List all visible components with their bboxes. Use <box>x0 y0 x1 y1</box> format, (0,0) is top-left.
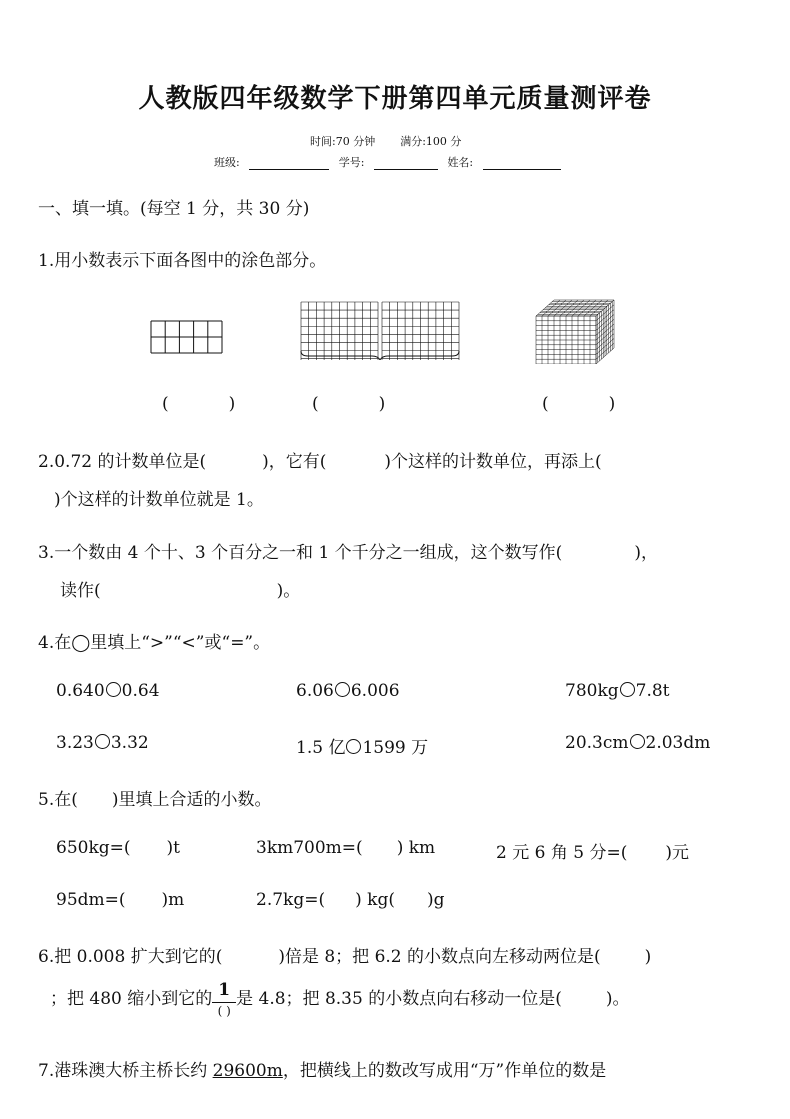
compare-item: 1.5 亿 1599 万 <box>296 738 429 758</box>
id-blank[interactable] <box>374 157 438 170</box>
fraction-blank[interactable]: ( ) <box>217 1004 231 1018</box>
answer-1b[interactable]: ( ) <box>312 394 386 414</box>
question-5: 5.在( )里填上合适的小数。 <box>38 790 272 810</box>
question-6-line2: ；把 480 缩小到它的 $\frac{1}{( )}$ 是 4.8；把 8.35 的小数点向右移动一位是( )。 <box>50 980 630 1018</box>
name-label: 姓名: <box>447 156 474 169</box>
question-2-line2: )个这样的计数单位就是 1。 <box>54 490 264 510</box>
convert-item: 3km700m=( ) km <box>256 838 436 858</box>
figure-grid-hundredths <box>298 300 462 360</box>
figure-cube <box>534 298 630 364</box>
exam-meta <box>310 133 461 149</box>
question-2-line1: 2.0.72 的计数单位是( )，它有( )个这样的计数单位，再添上( <box>38 452 602 472</box>
convert-item: 95dm=( )m <box>56 890 185 910</box>
answer-1c[interactable]: ( ) <box>542 394 616 414</box>
question-3-line2: 读作( )。 <box>60 581 301 601</box>
compare-circle[interactable] <box>620 682 635 697</box>
page-title: 人教版四年级数学下册第四单元质量测评卷 <box>138 84 652 114</box>
time-limit: 时间:70 分钟 <box>310 135 376 148</box>
answer-1a[interactable]: ( ) <box>162 394 236 414</box>
convert-item: 2 元 6 角 5 分=( )元 <box>496 843 689 863</box>
question-6-line1: 6.把 0.008 扩大到它的( )倍是 8；把 6.2 的小数点向左移动两位是( ) <box>38 947 652 967</box>
question-7: 7.港珠澳大桥主桥长约 29600m，把横线上的数改写成用“万”作单位的数是 <box>38 1061 607 1081</box>
compare-item: 3.23 3.32 <box>56 733 149 753</box>
compare-circle[interactable] <box>630 734 645 749</box>
class-label: 班级: <box>214 156 240 169</box>
question-4: 4.在◯里填上“>”“<”或“=”。 <box>38 633 271 653</box>
section-heading: 一、填一填。(每空 1 分，共 30 分) <box>38 199 310 219</box>
full-score: 满分:100 分 <box>400 135 462 148</box>
question-3-line1: 3.一个数由 4 个十、3 个百分之一和 1 个千分之一组成，这个数写作( )， <box>38 543 658 563</box>
id-label: 学号: <box>338 156 365 169</box>
compare-item: 0.640 0.64 <box>56 681 160 701</box>
name-blank[interactable] <box>483 157 561 170</box>
fraction: $\frac{1}{( )}$ <box>212 982 236 1017</box>
compare-item: 6.06 6.006 <box>296 681 400 701</box>
compare-circle[interactable] <box>106 682 121 697</box>
compare-circle[interactable] <box>335 682 350 697</box>
question-1: 1.用小数表示下面各图中的涂色部分。 <box>38 251 327 271</box>
compare-item: 20.3cm 2.03dm <box>565 733 711 753</box>
student-info <box>214 154 567 170</box>
convert-item: 2.7kg=( ) kg( )g <box>256 890 445 910</box>
underlined-value: 29600m <box>212 1061 283 1081</box>
convert-item: 650kg=( )t <box>56 838 180 858</box>
compare-item: 780kg 7.8t <box>565 681 670 701</box>
compare-circle[interactable] <box>95 734 110 749</box>
class-blank[interactable] <box>249 157 329 170</box>
compare-circle[interactable] <box>346 739 361 754</box>
figure-grid-small <box>150 320 224 354</box>
